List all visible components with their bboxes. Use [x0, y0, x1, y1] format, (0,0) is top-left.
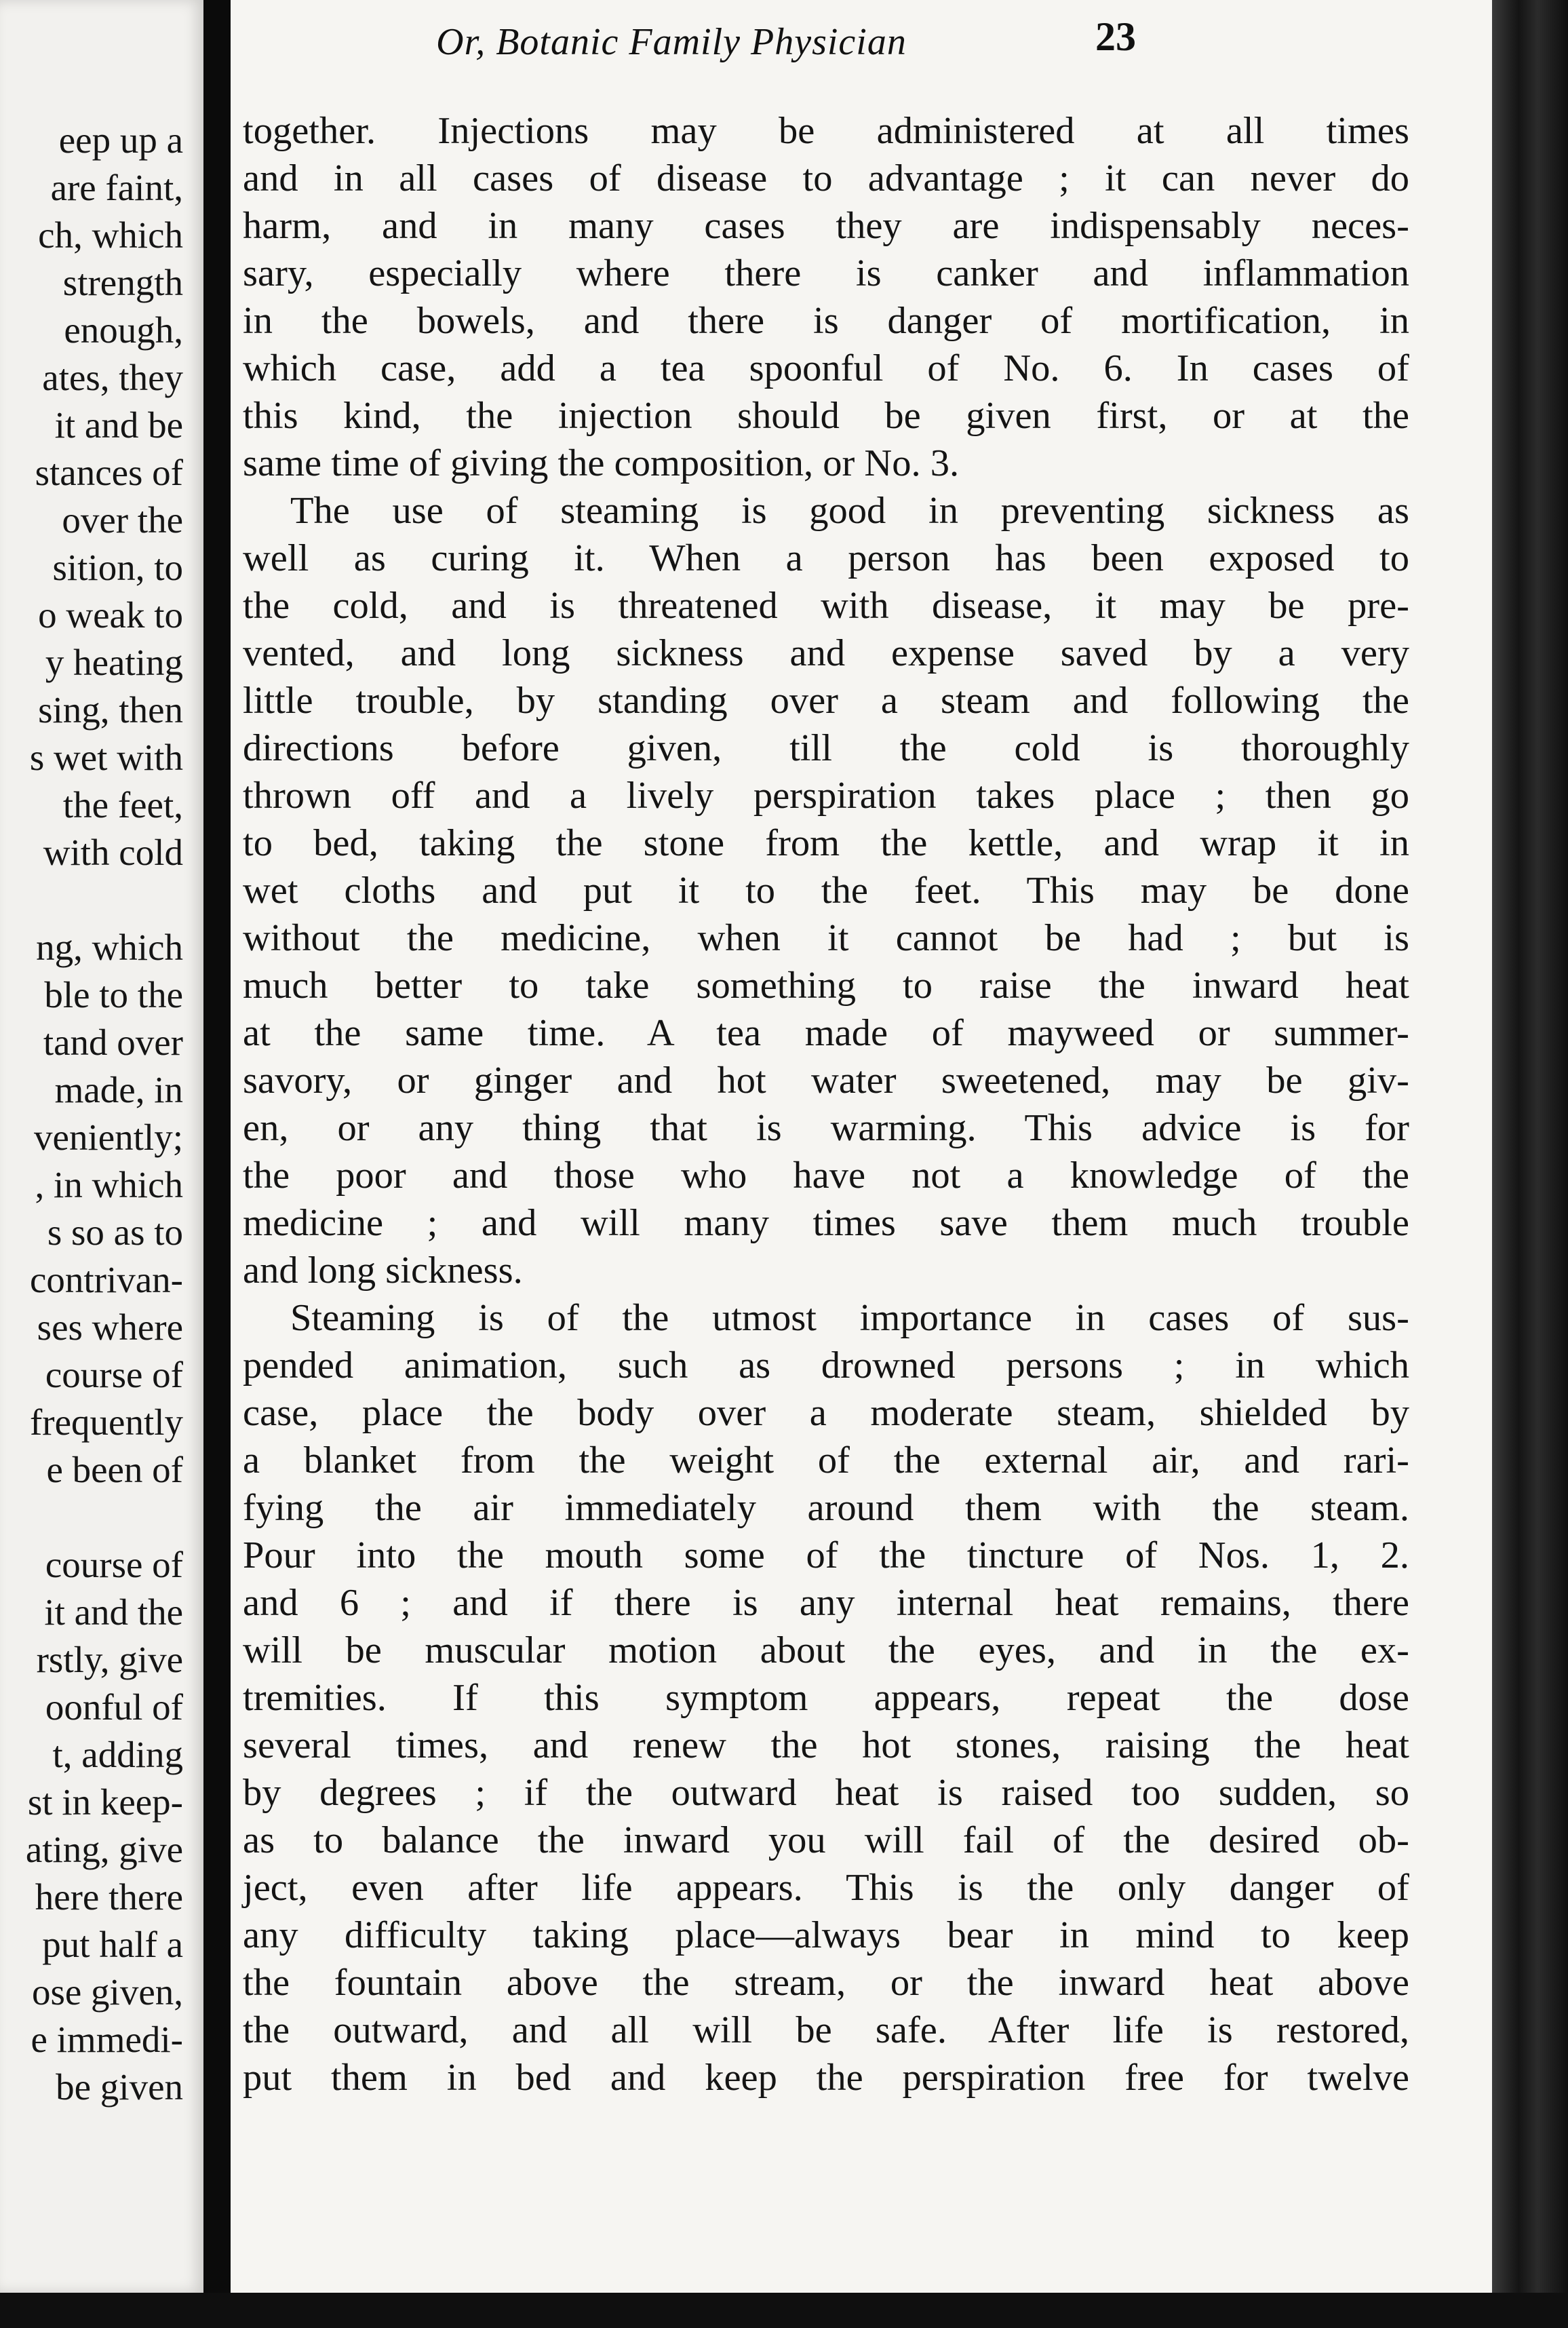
page-number: 23 [1095, 14, 1136, 59]
text-line: the fountain above the stream, or the inward heat above [243, 1962, 1409, 2004]
left-page-line: over the [62, 499, 183, 541]
text-line: the outward, and all will be safe. After life is restored, [243, 2009, 1409, 2051]
text-line: at the same time. A tea made of mayweed or summer- [243, 1012, 1409, 1054]
left-page-line: with cold [43, 832, 183, 873]
left-page-line: ates, they [42, 357, 183, 398]
left-facing-page [0, 0, 203, 2293]
left-page-line: stances of [35, 452, 183, 493]
left-page-line: sing, then [38, 689, 183, 731]
left-page-line: ating, give [25, 1829, 183, 1870]
left-page-line: st in keep- [27, 1781, 183, 1823]
text-line: as to balance the inward you will fail of the desired ob- [243, 1819, 1409, 1861]
text-line: en, or any thing that is warming. This advice is for [243, 1107, 1409, 1149]
left-page-line: be given [56, 2066, 183, 2108]
left-page-line [0, 876, 183, 924]
bottom-edge-shadow [0, 2293, 1568, 2328]
text-line: put them in bed and keep the perspiration free for twelve [243, 2057, 1409, 2099]
text-line: case, place the body over a moderate steam, shielded by [243, 1392, 1409, 1434]
left-page-line: ng, which [36, 927, 183, 968]
text-line: any difficulty taking place—always bear in mind to keep [243, 1914, 1409, 1956]
text-line: thrown off and a lively perspiration takes place ; then go [243, 775, 1409, 817]
text-line: Pour into the mouth some of the tincture of Nos. 1, 2. [243, 1534, 1409, 1576]
paragraph-start-line: The use of steaming is good in preventing sickness as [290, 490, 1409, 532]
text-line: savory, or ginger and hot water sweetened, may be giv- [243, 1060, 1409, 1102]
text-line: and in all cases of disease to advantage ; it can never do [243, 157, 1409, 199]
left-page-line: made, in [54, 1069, 183, 1110]
left-page-line: e been of [46, 1449, 183, 1490]
left-page-line: course of [45, 1544, 183, 1585]
text-line: in the bowels, and there is danger of mortification, in [243, 300, 1409, 342]
text-line: fying the air immediately around them with the steam. [243, 1487, 1409, 1529]
left-page-line: eep up a [58, 119, 183, 161]
text-line: wet cloths and put it to the feet. This may be done [243, 870, 1409, 912]
left-page-line: strength [62, 262, 183, 303]
left-page-line: tand over [43, 1022, 183, 1063]
left-page-line: s wet with [29, 737, 183, 778]
left-page-line: rstly, give [36, 1639, 183, 1680]
left-page-line: o weak to [38, 594, 183, 636]
right-page [231, 0, 1506, 2293]
left-page-line: s so as to [47, 1211, 183, 1253]
text-line: vented, and long sickness and expense saved by a very [243, 632, 1409, 674]
text-line: the poor and those who have not a knowledge of the [243, 1155, 1409, 1197]
left-page-line: frequently [29, 1401, 183, 1443]
text-line: well as curing it. When a person has been exposed to [243, 537, 1409, 579]
left-page-line: here there [35, 1876, 183, 1918]
left-page-line: it and the [44, 1591, 183, 1633]
text-line: medicine ; and will many times save them much trouble [243, 1202, 1409, 1244]
text-line: ject, even after life appears. This is the only danger of [243, 1867, 1409, 1909]
page-edge-shadow [1492, 0, 1568, 2328]
text-line: and 6 ; and if there is any internal heat remains, there [243, 1582, 1409, 1624]
running-head: Or, Botanic Family Physician [436, 21, 907, 63]
left-page-line: are faint, [50, 167, 183, 208]
text-line: directions before given, till the cold is thoroughly [243, 727, 1409, 769]
left-page-line: ose given, [31, 1971, 183, 2013]
text-line: and long sickness. [243, 1249, 523, 1292]
text-line: by degrees ; if the outward heat is raised too sudden, so [243, 1772, 1409, 1814]
left-page-line: it and be [54, 404, 183, 446]
text-line: will be muscular motion about the eyes, and in the ex- [243, 1629, 1409, 1671]
left-page-line: ble to the [44, 974, 183, 1015]
text-line: harm, and in many cases they are indispensably neces- [243, 205, 1409, 247]
left-page-line: the feet, [62, 784, 183, 826]
text-line: tremities. If this symptom appears, repeat the dose [243, 1677, 1409, 1719]
left-page-line: oonful of [45, 1686, 183, 1728]
book-gutter [203, 0, 231, 2328]
text-line: the cold, and is threatened with disease, it may be pre- [243, 585, 1409, 627]
text-line: much better to take something to raise the inward heat [243, 965, 1409, 1007]
page-body-text [243, 107, 1409, 2101]
left-page-line: put half a [42, 1924, 183, 1965]
left-page-line: course of [45, 1354, 183, 1395]
left-page-line: ses where [37, 1306, 183, 1348]
left-page-line [0, 1494, 183, 1541]
left-page-line: contrivan- [29, 1259, 183, 1300]
text-line: little trouble, by standing over a steam and following the [243, 680, 1409, 722]
left-page-line: veniently; [34, 1117, 183, 1158]
text-line: to bed, taking the stone from the kettle, and wrap it in [243, 822, 1409, 864]
text-line: several times, and renew the hot stones, raising the heat [243, 1724, 1409, 1766]
text-line: which case, add a tea spoonful of No. 6. In cases of [243, 347, 1409, 389]
text-line: sary, especially where there is canker and inflammation [243, 252, 1409, 294]
paragraph-start-line: Steaming is of the utmost importance in cases of sus- [290, 1297, 1409, 1339]
left-page-line: sition, to [52, 547, 183, 588]
text-line: together. Injections may be administered at all times [243, 110, 1409, 152]
left-page-line: enough, [64, 309, 183, 351]
text-line: pended animation, such as drowned persons ; in which [243, 1344, 1409, 1386]
left-page-line: e immedi- [31, 2019, 183, 2060]
left-page-line: , in which [35, 1164, 183, 1205]
left-page-text [0, 117, 183, 2111]
left-page-line: t, adding [52, 1734, 183, 1775]
text-line: this kind, the injection should be given first, or at the [243, 395, 1409, 437]
text-line: same time of giving the composition, or No. 3. [243, 442, 960, 484]
left-page-line: y heating [45, 642, 183, 683]
text-line: a blanket from the weight of the external air, and rari- [243, 1439, 1409, 1481]
text-line: without the medicine, when it cannot be had ; but is [243, 917, 1409, 959]
left-page-line: ch, which [38, 214, 183, 256]
